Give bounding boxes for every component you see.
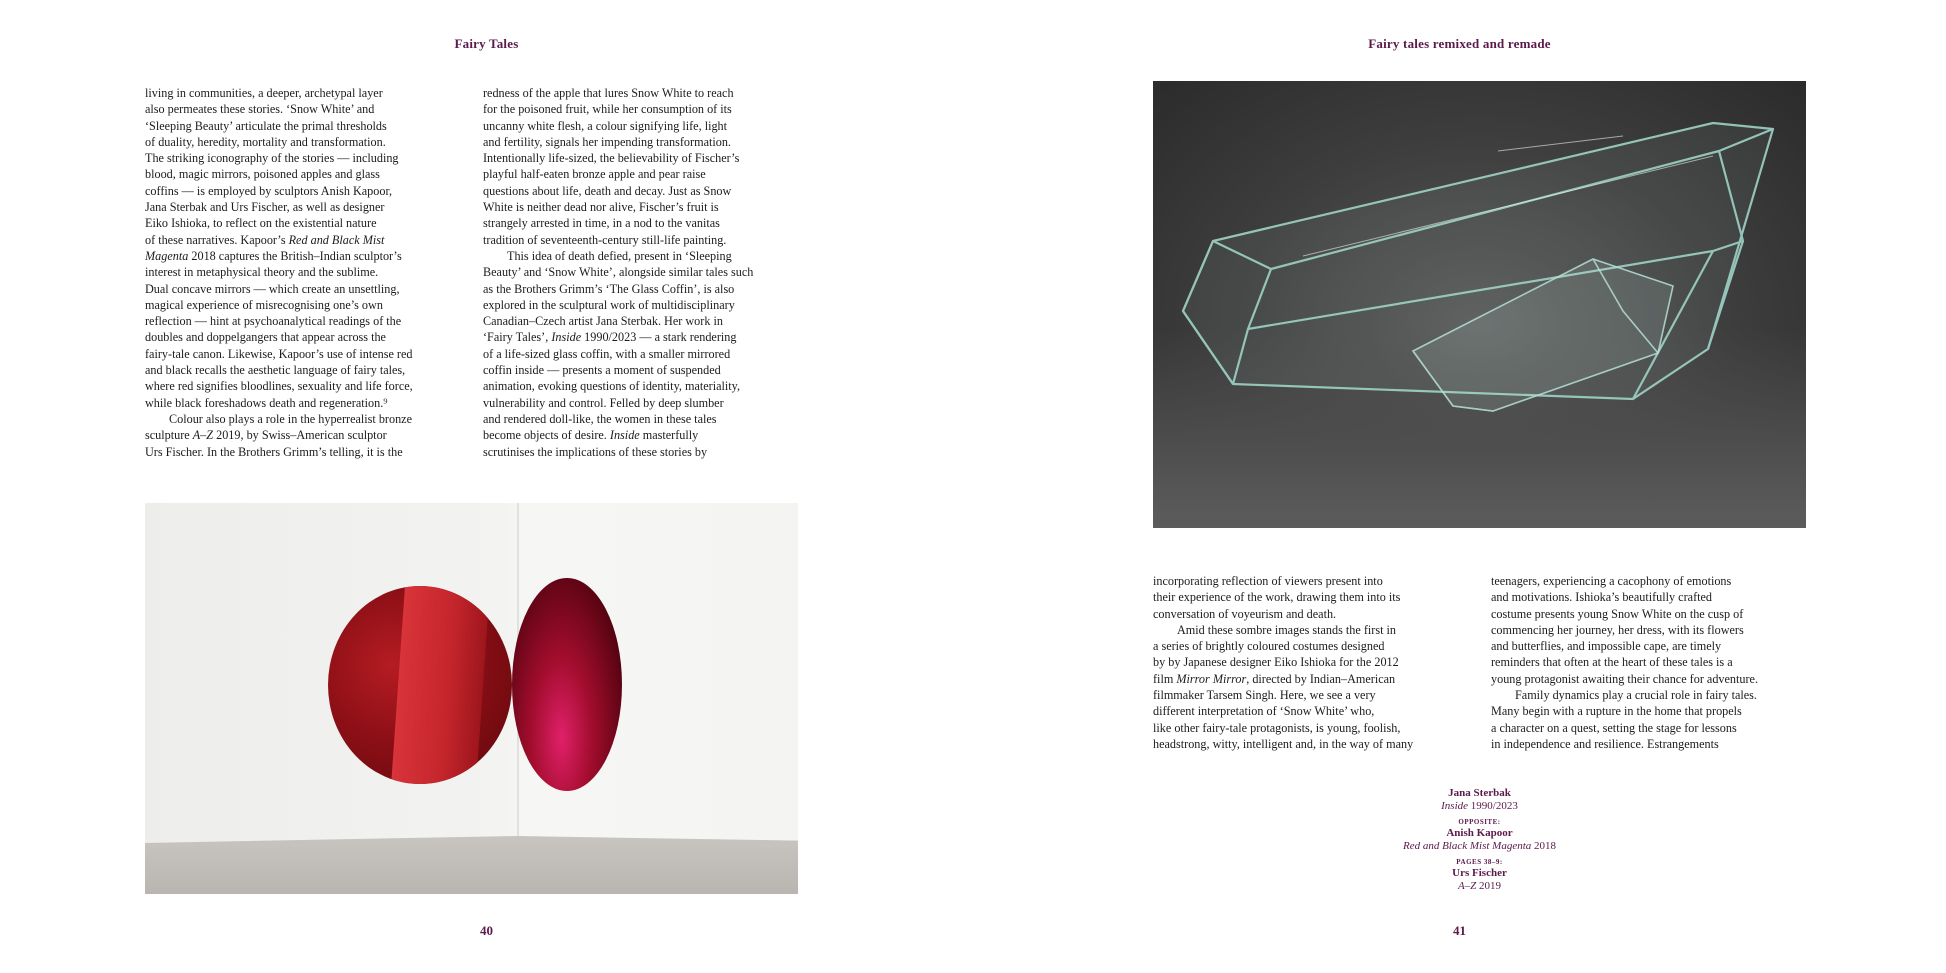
right-text-column-2 (1491, 573, 1809, 752)
text-run: masterfully (639, 428, 699, 443)
text-line: and rendered doll-like, the women in these tales (483, 411, 717, 426)
caption-artist: Jana Sterbak (1448, 787, 1511, 799)
paragraph (483, 264, 801, 460)
text-line: The striking iconography of the stories — including (145, 151, 399, 166)
paragraph (145, 427, 463, 460)
paragraph (145, 85, 463, 411)
text-line: filmmaker Tarsem Singh. Here, we see a very (1153, 688, 1376, 703)
text-line (145, 248, 463, 264)
image-captions (1153, 787, 1806, 897)
text-line: explored in the sculptural work of multidisciplinary (483, 297, 735, 312)
text-line: coffin inside — presents a moment of suspended (483, 363, 721, 378)
text-line: fairy-tale canon. Likewise, Kapoor’s use of intense red (145, 346, 413, 361)
paragraph (1153, 622, 1471, 638)
caption-year: 2018 (1531, 840, 1557, 852)
artwork-title: A–Z (192, 428, 214, 443)
paragraph (483, 248, 801, 264)
caption-label: OPPOSITE: (1458, 818, 1501, 826)
text-line: questions about life, death and decay. Just as Snow (483, 183, 732, 198)
text-run: 2019, by Swiss–American sculptor (213, 428, 387, 443)
text-line: vulnerability and control. Felled by deep slumber (483, 395, 724, 410)
caption-year: 1990/2023 (1468, 800, 1518, 812)
text-line: Beauty’ and ‘Snow White’, alongside similar tales such (483, 265, 754, 280)
artwork-title: Inside (551, 330, 582, 345)
text-line: Dual concave mirrors — which create an unsettling, (145, 281, 400, 296)
text-line: Eiko Ishioka, to reflect on the existential nature (145, 216, 377, 231)
text-line: a character on a quest, setting the stage for lessons (1491, 720, 1737, 735)
text-line: conversation of voyeurism and death. (1153, 606, 1337, 621)
text-line: Canadian–Czech artist Jana Sterbak. Her work in (483, 314, 723, 329)
running-head-right: Fairy tales remixed and remade (1368, 36, 1551, 51)
caption-artist: Anish Kapoor (1446, 827, 1513, 839)
text-line: Many begin with a rupture in the home that propels (1491, 704, 1742, 719)
text-line: playful half-eaten bronze apple and pear raise (483, 167, 706, 182)
caption-title: Red and Black Mist Magenta (1402, 840, 1532, 852)
text-line: by by Japanese designer Eiko Ishioka for the 2012 (1153, 655, 1399, 670)
running-head-left: Fairy Tales (454, 36, 519, 51)
text-line: redness of the apple that lures Snow White to reach (483, 86, 734, 100)
caption-sterbak (1153, 787, 1806, 813)
caption-artist: Urs Fischer (1452, 867, 1507, 879)
text-line: reminders that often at the heart of these tales is a (1491, 655, 1733, 670)
kapoor-mirrors-photo (145, 503, 798, 894)
text-line: blood, magic mirrors, poisoned apples and glass (145, 167, 380, 182)
text-run: , directed by Indian–American (1246, 671, 1396, 686)
text-line: like other fairy-tale protagonists, is young, foolish, (1153, 720, 1401, 735)
text-line: a series of brightly coloured costumes designed (1153, 639, 1385, 654)
right-text-column-1 (1153, 573, 1471, 752)
mirror-reflection (391, 586, 491, 784)
text-line (1153, 671, 1471, 687)
text-run: 1990/2023 — a stark rendering (581, 330, 737, 345)
text-line: costume presents young Snow White on the cusp of (1491, 606, 1744, 621)
text-line: young protagonist awaiting their chance for adventure. (1491, 671, 1759, 686)
text-line: different interpretation of ‘Snow White’ who, (1153, 704, 1375, 719)
text-line: as the Brothers Grimm’s ‘The Glass Coffin’, is also (483, 281, 735, 296)
caption-year: 2019 (1476, 880, 1502, 892)
text-line: magical experience of misrecognising one’s own (145, 297, 383, 312)
red-concave-mirror (328, 586, 512, 784)
text-line: This idea of death defied, present in ‘Sleeping (507, 248, 732, 263)
text-line: also permeates these stories. ‘Snow White’ and (145, 102, 375, 117)
artwork-title: Red and Black Mist (288, 232, 385, 247)
magenta-concave-mirror (512, 578, 622, 791)
paragraph (1153, 638, 1471, 752)
text-line: and black recalls the aesthetic language of fairy tales, (145, 363, 406, 378)
text-line: while black foreshadows death and regeneration.⁹ (145, 395, 388, 410)
page-number-right: 41 (1453, 923, 1466, 938)
text-line: and motivations. Ishioka’s beautifully crafted (1491, 590, 1713, 605)
text-line: commencing her journey, her dress, with its flowers (1491, 622, 1744, 637)
text-line: of a life-sized glass coffin, with a smaller mirrored (483, 346, 731, 361)
paragraph (1491, 687, 1809, 703)
caption-work (1153, 800, 1806, 813)
caption-work (1153, 880, 1806, 893)
artwork-title: Magenta (145, 248, 189, 263)
paragraph (483, 85, 801, 248)
gallery-floor (145, 836, 798, 894)
paragraph (1491, 573, 1809, 687)
text-line: coffins — is employed by sculptors Anish Kapoor, (145, 183, 393, 198)
text-line (483, 427, 801, 443)
film-title: Mirror Mirror (1176, 671, 1247, 686)
text-line: for the poisoned fruit, while her consumption of its (483, 102, 732, 117)
text-line: where red signifies bloodlines, sexuality and life force, (145, 379, 413, 394)
text-line: animation, evoking questions of identity, materiality, (483, 379, 741, 394)
text-line: White is neither dead nor alive, Fischer’s fruit is (483, 200, 719, 215)
text-line: Family dynamics play a crucial role in fairy tales. (1515, 688, 1757, 703)
text-line: of duality, heredity, mortality and transformation. (145, 134, 386, 149)
text-line: teenagers, experiencing a cacophony of emotions (1491, 574, 1732, 588)
text-line: living in communities, a deeper, archetypal layer (145, 86, 383, 100)
text-run: become objects of desire. (483, 428, 610, 443)
text-line: strangely arrested in time, in a nod to the vanitas (483, 216, 720, 231)
text-line (145, 427, 463, 443)
paragraph (145, 411, 463, 427)
text-line: Urs Fischer. In the Brothers Grimm’s telling, it is the (145, 444, 403, 459)
text-run: sculpture (145, 428, 193, 443)
text-run: film (1153, 671, 1177, 686)
text-line: Jana Sterbak and Urs Fischer, as well as designer (145, 200, 385, 215)
caption-label: PAGES 38–9: (1456, 858, 1503, 866)
text-run: of these narratives. Kapoor’s (145, 232, 289, 247)
page-number-left: 40 (480, 923, 493, 938)
text-line: headstrong, witty, intelligent and, in the way of many (1153, 736, 1414, 751)
text-line: Intentionally life-sized, the believability of Fischer’s (483, 151, 740, 166)
text-line: and butterflies, and impossible cape, are timely (1491, 639, 1722, 654)
caption-kapoor (1153, 817, 1806, 853)
text-line: in independence and resilience. Estrangements (1491, 736, 1719, 751)
text-line: doubles and doppelgangers that appear across the (145, 330, 386, 345)
text-line: Colour also plays a role in the hyperrealist bronze (169, 411, 413, 426)
text-line: and fertility, signals her impending transformation. (483, 134, 731, 149)
text-line (145, 232, 463, 248)
caption-title: Inside (1441, 800, 1469, 812)
left-text-column-1 (145, 85, 463, 460)
artwork-title: Inside (609, 428, 640, 443)
paragraph (1153, 573, 1471, 622)
text-run: 2018 captures the British–Indian sculptor’s (188, 248, 402, 263)
text-run: ‘Fairy Tales’, (483, 330, 552, 345)
text-line: incorporating reflection of viewers present into (1153, 574, 1383, 588)
caption-fischer (1153, 857, 1806, 893)
caption-work (1153, 840, 1806, 853)
paragraph (1491, 703, 1809, 752)
text-line: tradition of seventeenth-century still-life painting. (483, 232, 727, 247)
text-line: their experience of the work, drawing them into its (1153, 590, 1401, 605)
sterbak-glass-coffin-photo (1153, 81, 1806, 528)
text-line: interest in metaphysical theory and the sublime. (145, 265, 379, 280)
text-line: ‘Sleeping Beauty’ articulate the primal thresholds (145, 118, 387, 133)
caption-title: A–Z (1457, 880, 1477, 892)
text-line: reflection — hint at psychoanalytical readings of the (145, 314, 402, 329)
text-line: scrutinises the implications of these stories by (483, 444, 708, 459)
text-line (483, 329, 801, 345)
glass-coffin-drawing (1153, 81, 1806, 528)
text-line: uncanny white flesh, a colour signifying life, light (483, 118, 728, 133)
text-line: Amid these sombre images stands the first in (1177, 622, 1397, 637)
left-text-column-2 (483, 85, 801, 460)
